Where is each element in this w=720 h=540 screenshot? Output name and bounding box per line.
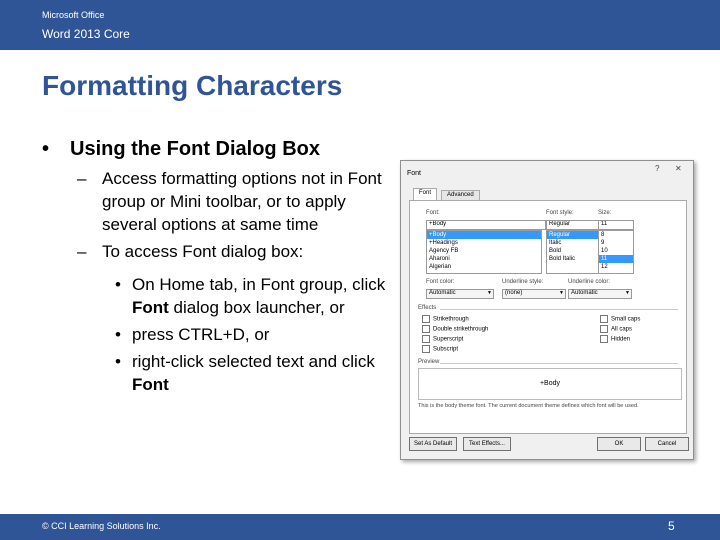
preview-note: This is the body theme font. The current document theme defines which font will be used. xyxy=(418,403,639,409)
size-input[interactable]: 11 xyxy=(598,220,634,230)
preview-divider xyxy=(440,363,678,364)
effects-divider xyxy=(440,309,678,310)
font-color-value: Automatic xyxy=(429,290,456,296)
checkbox-label: Strikethrough xyxy=(433,316,469,323)
bullet-item-bold: Font xyxy=(132,375,169,394)
checkbox-label: Subscript xyxy=(433,346,459,353)
chevron-down-icon: ▼ xyxy=(487,290,492,296)
size-label: Size: xyxy=(598,210,612,216)
bullet-dot: • xyxy=(115,352,121,371)
font-style-list[interactable] xyxy=(546,230,600,274)
checkbox-icon xyxy=(600,325,608,333)
cancel-button[interactable]: Cancel xyxy=(645,437,689,451)
footer-bar xyxy=(0,514,720,540)
checkbox-label: All caps xyxy=(611,326,633,333)
bullet-dash: – xyxy=(77,242,87,261)
list-item[interactable]: Bold xyxy=(549,248,562,254)
slide-title: Formatting Characters xyxy=(42,70,343,101)
preview-label: Preview xyxy=(418,359,440,365)
list-item[interactable]: Algerian xyxy=(429,264,452,270)
font-tab-panel xyxy=(409,200,687,434)
underline-color-select[interactable] xyxy=(568,289,632,299)
effects-label: Effects xyxy=(418,305,437,311)
checkbox-icon xyxy=(600,335,608,343)
bullet-sub-1-text: Access formatting options not in Font group or Mini toolbar, or to apply several options at same time xyxy=(102,169,382,234)
list-item[interactable]: +Headings xyxy=(429,240,458,246)
list-item[interactable]: Agency FB xyxy=(429,248,459,254)
course-label: Word 2013 Core xyxy=(42,27,130,41)
copyright-text: © CCI Learning Solutions Inc. xyxy=(42,521,161,531)
brand-label: Microsoft Office xyxy=(42,10,105,20)
bullet-dot: • xyxy=(115,275,121,294)
size-list[interactable] xyxy=(598,230,634,274)
font-dialog xyxy=(400,160,694,460)
list-item[interactable]: 9 xyxy=(601,240,605,246)
list-item[interactable]: Bold Italic xyxy=(549,256,576,262)
checkbox-icon xyxy=(600,315,608,323)
bullet-main-text: Using the Font Dialog Box xyxy=(70,138,320,160)
list-item[interactable]: 11 xyxy=(599,255,633,263)
chevron-down-icon: ▼ xyxy=(559,290,564,296)
list-item[interactable]: Aharoni xyxy=(429,256,450,262)
subscript-checkbox[interactable] xyxy=(422,345,458,353)
list-item[interactable]: 8 xyxy=(601,232,605,238)
header-bar xyxy=(0,0,720,50)
dialog-title: Font xyxy=(407,170,422,177)
list-item[interactable]: Regular xyxy=(547,231,599,239)
checkbox-label: Small caps xyxy=(611,316,641,323)
underline-style-value: (none) xyxy=(505,290,523,296)
font-color-select[interactable] xyxy=(426,289,494,299)
close-icon[interactable]: ✕ xyxy=(675,164,682,173)
font-name-list[interactable] xyxy=(426,230,542,274)
underline-color-value: Automatic xyxy=(571,290,598,296)
hidden-checkbox[interactable] xyxy=(600,335,630,343)
underline-color-label: Underline color: xyxy=(568,279,611,285)
underline-style-select[interactable] xyxy=(502,289,566,299)
page-number: 5 xyxy=(668,519,675,533)
tab-font[interactable]: Font xyxy=(413,188,437,202)
bullet-dash: – xyxy=(77,169,87,188)
font-color-label: Font color: xyxy=(426,279,455,285)
font-style-label: Font style: xyxy=(546,210,574,216)
small-caps-checkbox[interactable] xyxy=(600,315,640,323)
checkbox-label: Superscript xyxy=(433,336,464,343)
superscript-checkbox[interactable] xyxy=(422,335,463,343)
bullet-item-text: On Home tab, in Font group, click xyxy=(132,275,386,294)
preview-box xyxy=(418,368,682,400)
text-effects-button[interactable]: Text Effects... xyxy=(463,437,511,451)
checkbox-icon xyxy=(422,335,430,343)
bullet-item-bold: Font xyxy=(132,298,169,317)
list-item[interactable]: 10 xyxy=(601,248,608,254)
bullet-sub-2 xyxy=(42,240,397,263)
font-name-input[interactable]: +Body xyxy=(426,220,546,230)
checkbox-icon xyxy=(422,315,430,323)
bullet-item-3 xyxy=(42,350,397,396)
bullet-dot: • xyxy=(42,138,50,160)
bullet-item-text: press CTRL+D, or xyxy=(132,325,270,344)
underline-style-label: Underline style: xyxy=(502,279,544,285)
strikethrough-checkbox[interactable] xyxy=(422,315,469,323)
checkbox-label: Hidden xyxy=(611,336,631,343)
font-style-input[interactable]: Regular xyxy=(546,220,600,230)
checkbox-label: Double strikethrough xyxy=(433,326,489,333)
ok-button[interactable]: OK xyxy=(597,437,641,451)
bullet-item-1 xyxy=(42,273,397,319)
list-item[interactable]: +Body xyxy=(427,231,541,239)
checkbox-icon xyxy=(422,345,430,353)
list-item[interactable]: Italic xyxy=(549,240,562,246)
bullet-sub-2-text: To access Font dialog box: xyxy=(102,242,304,261)
bullet-item-2 xyxy=(42,323,397,346)
all-caps-checkbox[interactable] xyxy=(600,325,632,333)
bullet-item-text: dialog box launcher, or xyxy=(168,298,345,317)
checkbox-icon xyxy=(422,325,430,333)
tab-advanced[interactable]: Advanced xyxy=(441,190,480,202)
chevron-down-icon: ▼ xyxy=(625,290,630,296)
bullet-dot: • xyxy=(115,325,121,344)
list-item[interactable]: 12 xyxy=(601,264,608,270)
help-icon[interactable]: ? xyxy=(655,164,660,173)
double-strikethrough-checkbox[interactable] xyxy=(422,325,488,333)
bullet-sub-1 xyxy=(42,167,397,236)
bullet-item-text: right-click selected text and click xyxy=(132,352,375,371)
set-as-default-button[interactable]: Set As Default xyxy=(409,437,457,451)
bullet-list xyxy=(42,138,397,396)
preview-text: +Body xyxy=(539,380,561,387)
bullet-main xyxy=(42,138,397,161)
font-label: Font: xyxy=(426,210,440,216)
